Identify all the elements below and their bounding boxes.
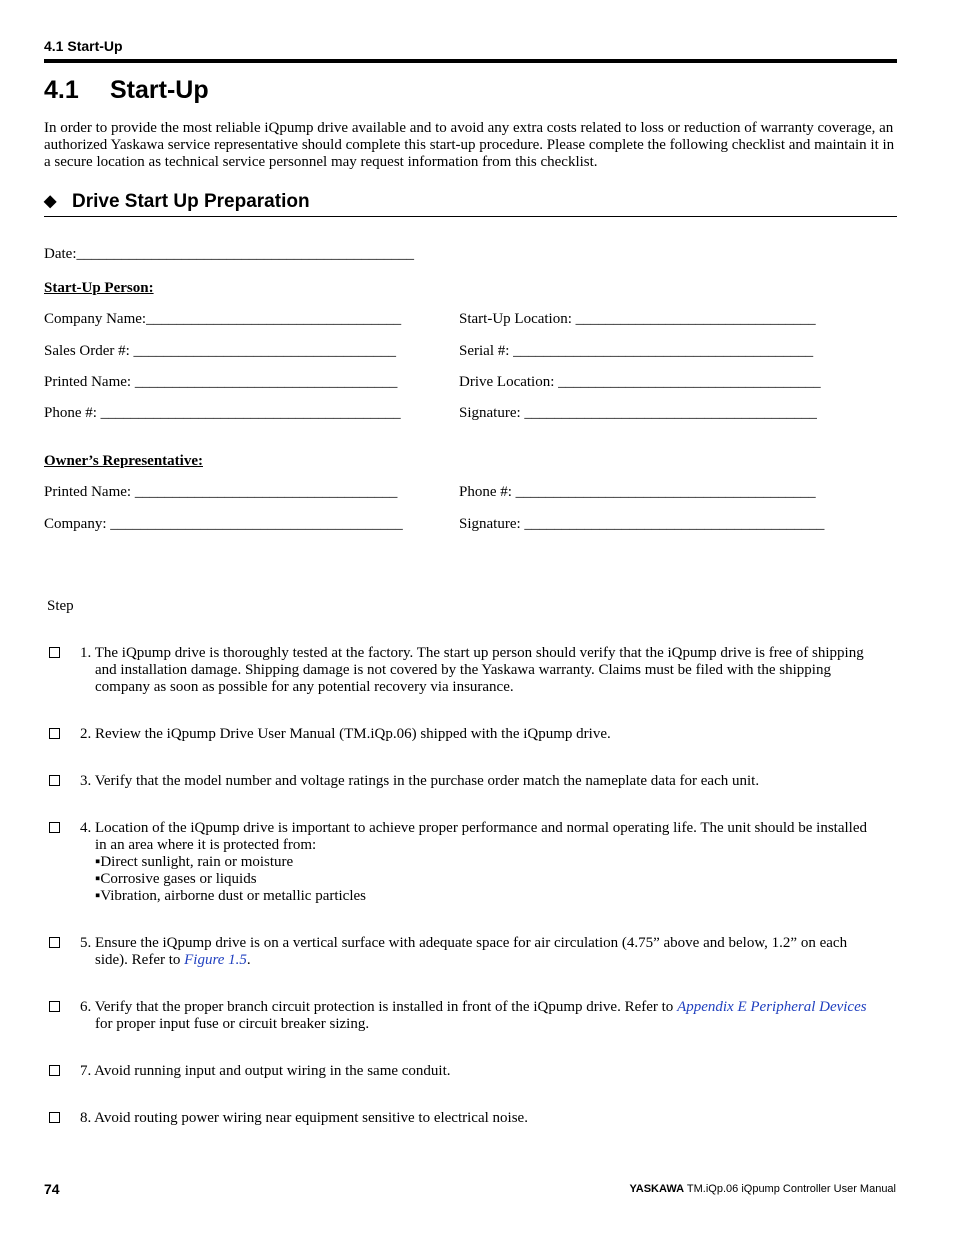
step-2-line: 2. Review the iQpump Drive User Manual (TM.iQp.06) shipped with the iQpump drive. — [80, 726, 611, 742]
section-title — [44, 76, 209, 105]
step-4-checkbox[interactable] — [49, 822, 60, 833]
step-6-line: for proper input fuse or circuit breaker sizing. — [95, 1016, 370, 1032]
step-1-line: 1. The iQpump drive is thoroughly tested at the factory. The start up person should verify that the iQpump drive is free of shipping — [80, 645, 864, 661]
step-4-bullet: ▪Vibration, airborne dust or metallic particles — [95, 888, 366, 904]
owner-rep-heading: Owner’s Representative: — [44, 453, 203, 469]
step-5-checkbox[interactable] — [49, 937, 60, 948]
appendix-e-link[interactable]: Appendix E Peripheral Devices — [677, 999, 867, 1015]
sales-order-field[interactable]: Sales Order #: ___________________________________ — [44, 343, 397, 359]
date-field[interactable]: Date:_____________________________________________ — [44, 246, 414, 262]
step-4-bullet: ▪Direct sunlight, rain or moisture — [95, 854, 294, 870]
step-1-line: and installation damage. Shipping damage is not covered by the Yaskawa warranty. Claims must be filed with the shipping — [95, 662, 831, 678]
step-2-checkbox[interactable] — [49, 728, 60, 739]
page-number: 74 — [44, 1181, 60, 1197]
step-5-line-end: . — [246, 952, 251, 968]
footer-brand: YASKAWA — [629, 1183, 685, 1195]
startup-location-field[interactable]: Start-Up Location: ________________________________ — [459, 311, 816, 327]
footer-manual-title — [629, 1183, 896, 1195]
footer-manual-name: TM.iQp.06 iQpump Controller User Manual — [684, 1183, 896, 1195]
signature-field[interactable]: Signature: _______________________________________ — [459, 405, 817, 421]
step-2-text — [80, 726, 900, 743]
company-name-field[interactable]: Company Name:__________________________________ — [44, 311, 402, 327]
step-4-text — [80, 820, 900, 905]
step-6-line — [80, 999, 900, 1016]
section-title-text: Start-Up — [110, 76, 209, 104]
step-5-text — [80, 935, 900, 969]
intro-paragraph: In order to provide the most reliable iQpump drive available and to avoid any extra costs related to loss or reduction of warranty coverage, an authorized Yaskawa service representative should complete this start-up procedure. Please complete the following checklist and maintain it in a secure location as technical service personnel may request information from this checklist. — [44, 120, 895, 170]
step-4-line: 4. Location of the iQpump drive is important to achieve proper performance and normal operating life. The unit should be installed — [80, 820, 867, 836]
step-8-checkbox[interactable] — [49, 1112, 60, 1123]
printed-name-field[interactable]: Printed Name: ___________________________________ — [44, 374, 398, 390]
step-6-line-start: 6. Verify that the proper branch circuit protection is installed in front of the iQpump drive. Refer to — [80, 999, 678, 1015]
step-8-line: 8. Avoid routing power wiring near equipment sensitive to electrical noise. — [80, 1110, 528, 1126]
step-5-line — [80, 952, 900, 969]
step-4-bullet: ▪Corrosive gases or liquids — [95, 871, 257, 887]
diamond-bullet-icon: ◆ — [44, 193, 57, 210]
step-1-line: company as soon as possible for any potential recovery via insurance. — [95, 679, 514, 695]
figure-1-5-link[interactable]: Figure 1.5 — [184, 952, 247, 968]
step-7-checkbox[interactable] — [49, 1065, 60, 1076]
step-3-text — [80, 773, 900, 790]
step-5-line: 5. Ensure the iQpump drive is on a vertical surface with adequate space for air circulation (4.75” above and below, 1.2” on each — [80, 935, 848, 951]
owner-signature-field[interactable]: Signature: ________________________________________ — [459, 516, 825, 532]
subsection-title-text: Drive Start Up Preparation — [72, 191, 310, 212]
step-7-line: 7. Avoid running input and output wiring in the same conduit. — [80, 1063, 451, 1079]
step-1-text — [80, 645, 900, 696]
serial-field[interactable]: Serial #: ________________________________________ — [459, 343, 814, 359]
step-5-line-start: side). Refer to — [95, 952, 185, 968]
subsection-title — [44, 191, 310, 213]
step-4-line: in an area where it is protected from: — [95, 837, 317, 853]
phone-field[interactable]: Phone #: ________________________________________ — [44, 405, 401, 421]
drive-location-field[interactable]: Drive Location: ___________________________________ — [459, 374, 821, 390]
header-rule — [44, 59, 897, 63]
step-column-label: Step — [47, 598, 74, 614]
owner-company-field[interactable]: Company: _______________________________________ — [44, 516, 403, 532]
step-1-checkbox[interactable] — [49, 647, 60, 658]
step-6-checkbox[interactable] — [49, 1001, 60, 1012]
subsection-rule — [44, 216, 897, 217]
owner-printed-name-field[interactable]: Printed Name: ___________________________________ — [44, 484, 398, 500]
step-7-text — [80, 1063, 900, 1080]
step-6-text — [80, 999, 900, 1033]
step-3-checkbox[interactable] — [49, 775, 60, 786]
step-3-line: 3. Verify that the model number and voltage ratings in the purchase order match the nameplate data for each unit. — [80, 773, 760, 789]
step-8-text — [80, 1110, 900, 1127]
startup-person-heading: Start-Up Person: — [44, 280, 154, 296]
owner-phone-field[interactable]: Phone #: ________________________________________ — [459, 484, 816, 500]
running-header: 4.1 Start-Up — [44, 38, 123, 54]
section-number: 4.1 — [44, 76, 79, 104]
